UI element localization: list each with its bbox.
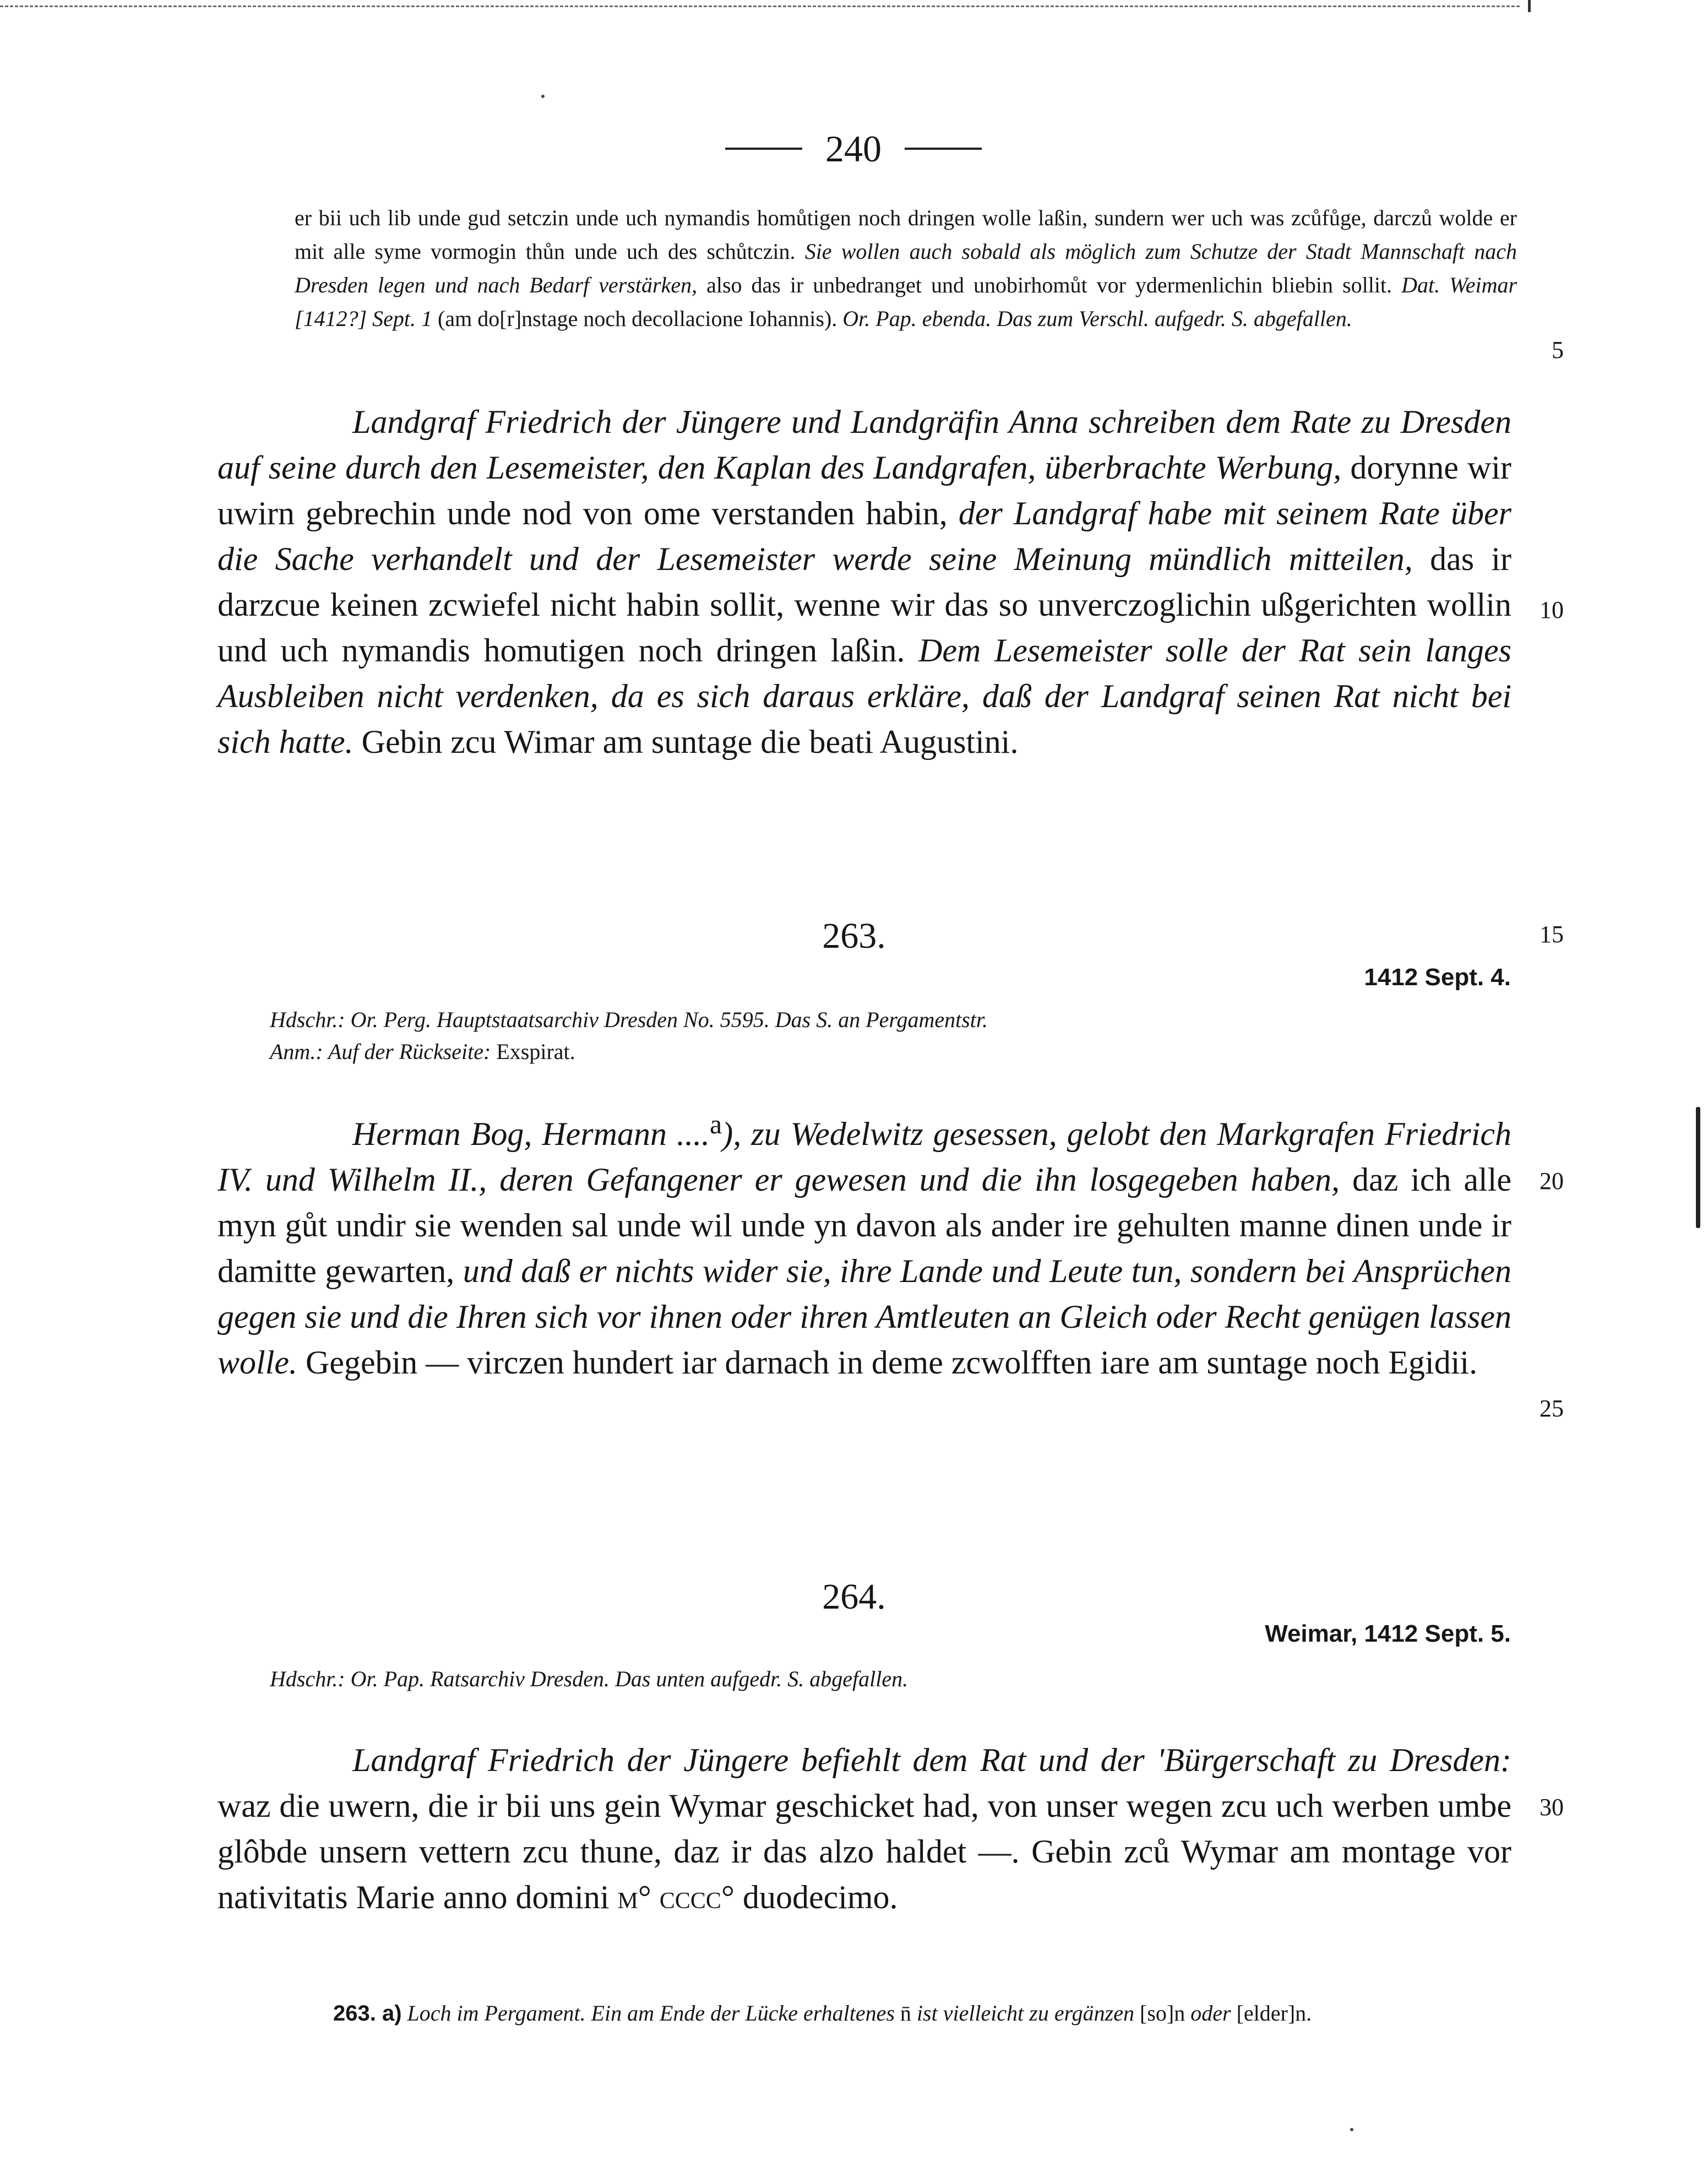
continuation-text: (am do[r]nstage noch decollacione Iohannis).	[438, 306, 837, 331]
quoted-text: das ir darzcue keinen zcwiefel nicht habin sollit, wenne wir das so unverczoglichin ußgerichten wollin und uch nymandis homutigen noch dringen laßin.	[217, 541, 1511, 669]
page-number-dash-left	[725, 148, 802, 150]
source-annotation-label: Anm.: Auf der Rückseite:	[270, 1039, 491, 1064]
scan-speck	[541, 95, 545, 98]
line-number: 30	[1540, 1794, 1564, 1821]
page-number-value: 240	[825, 128, 882, 170]
page-number-dash-right	[905, 148, 982, 150]
regest-262	[217, 399, 1511, 765]
footnote-reading: [so]n	[1140, 2001, 1185, 2025]
footnote-marker: a	[710, 1109, 722, 1139]
line-number: 20	[1540, 1167, 1564, 1194]
scan-speck	[1350, 2128, 1353, 2131]
footnote-text: ist vielleicht zu ergänzen	[916, 2001, 1135, 2025]
quoted-text: duodecimo.	[742, 1879, 898, 1915]
footnote-text: Loch im Pergament. Ein am Ende der Lücke erhaltenes	[407, 2001, 895, 2025]
regest-text: Herman Bog, Hermann ....	[352, 1116, 710, 1152]
regest-text: Landgraf Friedrich der Jüngere befiehlt dem Rat und der 'Bürgerschaft zu Dresden:	[352, 1742, 1511, 1778]
regest-text: der Landgraf habe mit seinem Rate über die Sache verhandelt und der Lesemeister werde seine Meinung mündlich mitteilen,	[217, 495, 1511, 577]
source-note-263	[270, 1004, 1481, 1068]
regest-text: Dem Lesemeister solle der Rat sein langes Ausbleiben nicht verdenken, da es sich daraus erkläre, daß der Landgraf seinen Rat nicht bei sich hatte.	[217, 632, 1511, 760]
quoted-text: dorynne wir uwirn gebrechin unde nod von ome verstanden habin,	[217, 449, 1511, 531]
quoted-text: Gegebin — virczen hundert iar darnach in deme zcwolfften iare am suntage noch Egidii.	[306, 1344, 1478, 1381]
quoted-text: daz ich alle myn gůt undir sie wenden sal unde wil unde yn davon als ander ire gehulten manne dinen unde ir damitte gewarten,	[217, 1161, 1511, 1289]
regest-text: Landgraf Friedrich der Jüngere und Landgräfin Anna schreiben dem Rate zu Dresden auf seine durch den Lesemeister, den Kaplan des Landgrafen, überbrachte Werbung,	[217, 404, 1511, 486]
continuation-regest: Sie wollen auch sobald als möglich zum Schutze der Stadt Mannschaft nach Dresden legen und nach Bedarf verstärken,	[295, 239, 1517, 297]
binding-edge-mark	[1696, 1107, 1700, 1228]
continuation-source: Or. Pap. ebenda. Das zum Verschl. aufgedr. S. abgefallen.	[842, 306, 1352, 331]
quoted-text: waz die uwern, die ir bii uns gein Wymar geschicket had, von unser wegen zcu uch werben umbe glôbde unsern vettern zcu thune, daz ir das alzo haldet —. Gebin zců Wymar am montage vor nativitatis Marie anno domini	[217, 1788, 1511, 1915]
source-line: Hdschr.: Or. Pap. Ratsarchiv Dresden. Das unten aufgedr. S. abgefallen.	[270, 1666, 909, 1691]
source-line: Hdschr.: Or. Perg. Hauptstaatsarchiv Dresden No. 5595. Das S. an Pergamentstr.	[270, 1007, 988, 1032]
line-number: 15	[1540, 921, 1564, 948]
continuation-text: also das ir unbedranget und unobirhomůt vor ydermenlichin bliebin sollit.	[706, 273, 1392, 297]
top-edge-mark	[1528, 0, 1531, 12]
line-number: 5	[1552, 336, 1564, 363]
line-number: 10	[1540, 596, 1564, 623]
continuation-text: er bii uch lib unde gud setczin unde uch nymandis homůtigen noch dringen wolle laßin, sundern wer uch was zcůfůge, darczů wolde er mit alle syme vormogin thůn unde uch des schůtczin.	[295, 205, 1517, 264]
footnote-letter: n̄	[900, 2001, 911, 2025]
regest-text: und daß er nichts wider sie, ihre Lande und Leute tun, sondern bei Ansprüchen gegen sie und die Ihren sich vor ihnen oder ihren Amtleuten an Gleich oder Recht genügen lassen wolle.	[217, 1253, 1511, 1381]
source-note-264	[270, 1663, 1481, 1695]
page-number	[710, 118, 997, 179]
document-date-264: Weimar, 1412 Sept. 5.	[1265, 1620, 1511, 1647]
footnote-263a	[333, 1998, 1566, 2029]
quoted-text: Gebin zcu Wimar am suntage die beati Augustini.	[361, 724, 1019, 760]
regest-263	[217, 1101, 1511, 1386]
document-number-264: 264.	[822, 1577, 886, 1617]
footnote-ref: 263. a)	[333, 2001, 402, 2025]
quoted-year: m° cccc°	[617, 1879, 735, 1915]
footnote-reading: [elder]n.	[1236, 2001, 1312, 2025]
continuation-paragraph	[295, 201, 1517, 335]
top-edge-rule	[0, 6, 1520, 7]
continuation-date: Dat. Weimar [1412?] Sept. 1	[295, 273, 1517, 331]
line-number: 25	[1540, 1395, 1564, 1422]
regest-264	[217, 1737, 1511, 1920]
source-line	[270, 1036, 1481, 1068]
source-annotation-text: Exspirat.	[496, 1039, 575, 1064]
document-date-263: 1412 Sept. 4.	[1364, 964, 1511, 991]
document-number-263: 263.	[822, 916, 886, 956]
footnote-text: oder	[1190, 2001, 1231, 2025]
regest-text: ), zu Wedelwitz gesessen, gelobt den Markgrafen Friedrich IV. und Wilhelm II., deren Gefangener er gewesen und die ihn losgegeben haben,	[217, 1116, 1511, 1198]
